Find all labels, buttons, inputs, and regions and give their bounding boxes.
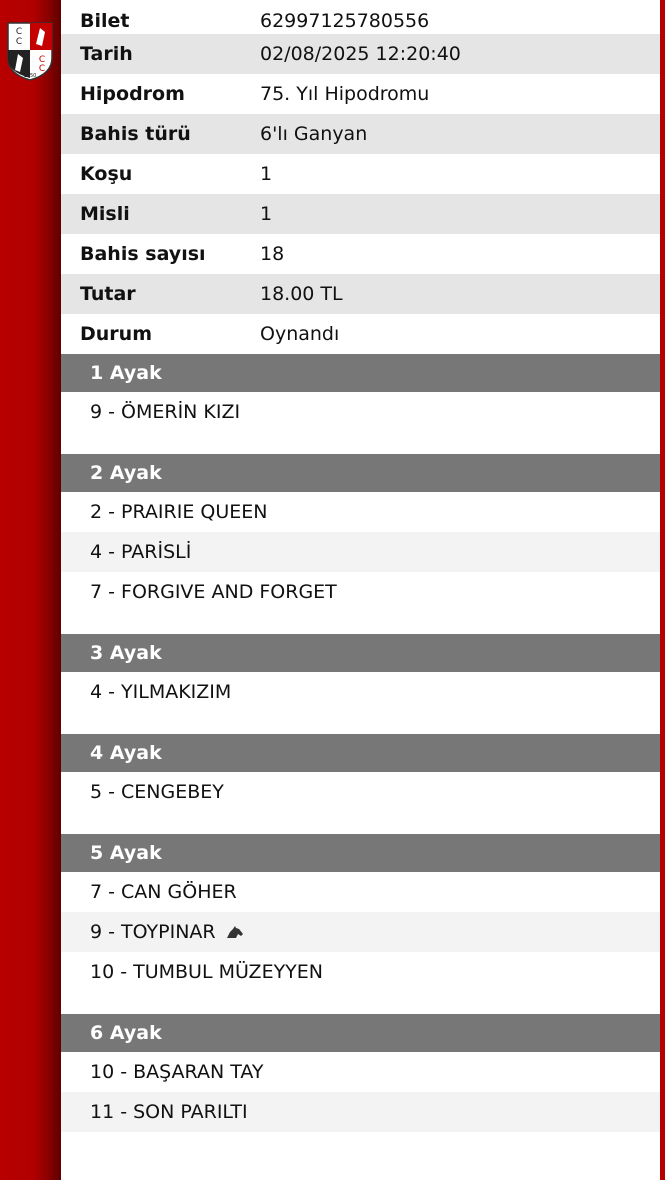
leg-spacer (61, 432, 660, 454)
leg-header: 2 Ayak (61, 454, 660, 492)
ticket-info-value: 18.00 TL (260, 283, 343, 305)
ticket-info-label: Tutar (80, 283, 136, 305)
ticket-info-value: 62997125780556 (260, 10, 430, 32)
ticket-info-value: 1 (260, 203, 273, 225)
svg-text:C: C (38, 64, 46, 74)
ticket-info-row (61, 234, 660, 274)
leg-spacer (61, 612, 660, 634)
horse-selection-row (61, 872, 660, 912)
horse-selection-row (61, 532, 660, 572)
ticket-info-label: Misli (80, 203, 130, 225)
ticket-info-row (61, 0, 660, 34)
ticket-info-row (61, 34, 660, 74)
leg-header: 3 Ayak (61, 634, 660, 672)
horse-selection-label: 7 - CAN GÖHER (90, 881, 237, 903)
ticket-info-label: Bilet (80, 10, 130, 32)
horse-head-icon (226, 925, 244, 939)
leg-header: 1 Ayak (61, 354, 660, 392)
ticket-info-label: Bahis sayısı (80, 243, 206, 265)
horse-selection-row (61, 572, 660, 612)
logo-year: 1950 (23, 73, 37, 79)
ticket-info-row (61, 114, 660, 154)
ticket-info-value: 02/08/2025 12:20:40 (260, 43, 461, 65)
horse-selection-row (61, 1092, 660, 1132)
right-brand-bar (660, 0, 665, 1180)
leg-header: 5 Ayak (61, 834, 660, 872)
jockey-club-logo-icon (5, 20, 55, 82)
leg-header: 4 Ayak (61, 734, 660, 772)
ticket-info-value: 75. Yıl Hipodromu (260, 83, 430, 105)
horse-selection-label: 11 - SON PARILTI (90, 1101, 248, 1123)
svg-text:C: C (15, 27, 23, 37)
horse-selection-label: 10 - TUMBUL MÜZEYYEN (90, 961, 324, 983)
ticket-info-value: Oynandı (260, 323, 340, 345)
left-brand-bar (0, 0, 61, 1180)
ticket-info-row (61, 314, 660, 354)
svg-text:C: C (15, 37, 23, 47)
horse-selection-label: 2 - PRAIRIE QUEEN (90, 501, 268, 523)
horse-selection-row (61, 672, 660, 712)
ticket-info-row (61, 194, 660, 234)
ticket-info-label: Durum (80, 323, 152, 345)
horse-selection-row (61, 912, 660, 952)
horse-selection-row (61, 492, 660, 532)
ticket-info-row (61, 274, 660, 314)
leg-spacer (61, 712, 660, 734)
ticket-info-value: 18 (260, 243, 285, 265)
ticket-info-row (61, 74, 660, 114)
horse-selection-label: 7 - FORGIVE AND FORGET (90, 581, 337, 603)
horse-selection-label: 4 - YILMAKIZIM (90, 681, 232, 703)
leg-spacer (61, 992, 660, 1014)
horse-selection-row (61, 392, 660, 432)
ticket-info-value: 1 (260, 163, 273, 185)
horse-selection-row (61, 1052, 660, 1092)
leg-header: 6 Ayak (61, 1014, 660, 1052)
ticket-legs-list (61, 354, 660, 1172)
leg-spacer (61, 1132, 660, 1172)
horse-selection-label: 4 - PARİSLİ (90, 541, 192, 563)
horse-selection-row (61, 952, 660, 992)
ticket-info-label: Hipodrom (80, 83, 185, 105)
leg-spacer (61, 812, 660, 834)
ticket-info-table (61, 0, 660, 354)
horse-selection-row (61, 772, 660, 812)
horse-selection-label: 10 - BAŞARAN TAY (90, 1061, 264, 1083)
ticket-info-label: Tarih (80, 43, 133, 65)
horse-selection-label: 9 - ÖMERİN KIZI (90, 401, 241, 423)
ticket-detail-panel (61, 0, 660, 1180)
ticket-info-value: 6'lı Ganyan (260, 123, 368, 145)
ticket-info-row (61, 154, 660, 194)
svg-text:C: C (38, 55, 46, 65)
ticket-info-label: Koşu (80, 163, 133, 185)
horse-selection-label: 5 - CENGEBEY (90, 781, 224, 803)
ticket-info-label: Bahis türü (80, 123, 191, 145)
horse-selection-label: 9 - TOYPINAR (90, 921, 216, 943)
